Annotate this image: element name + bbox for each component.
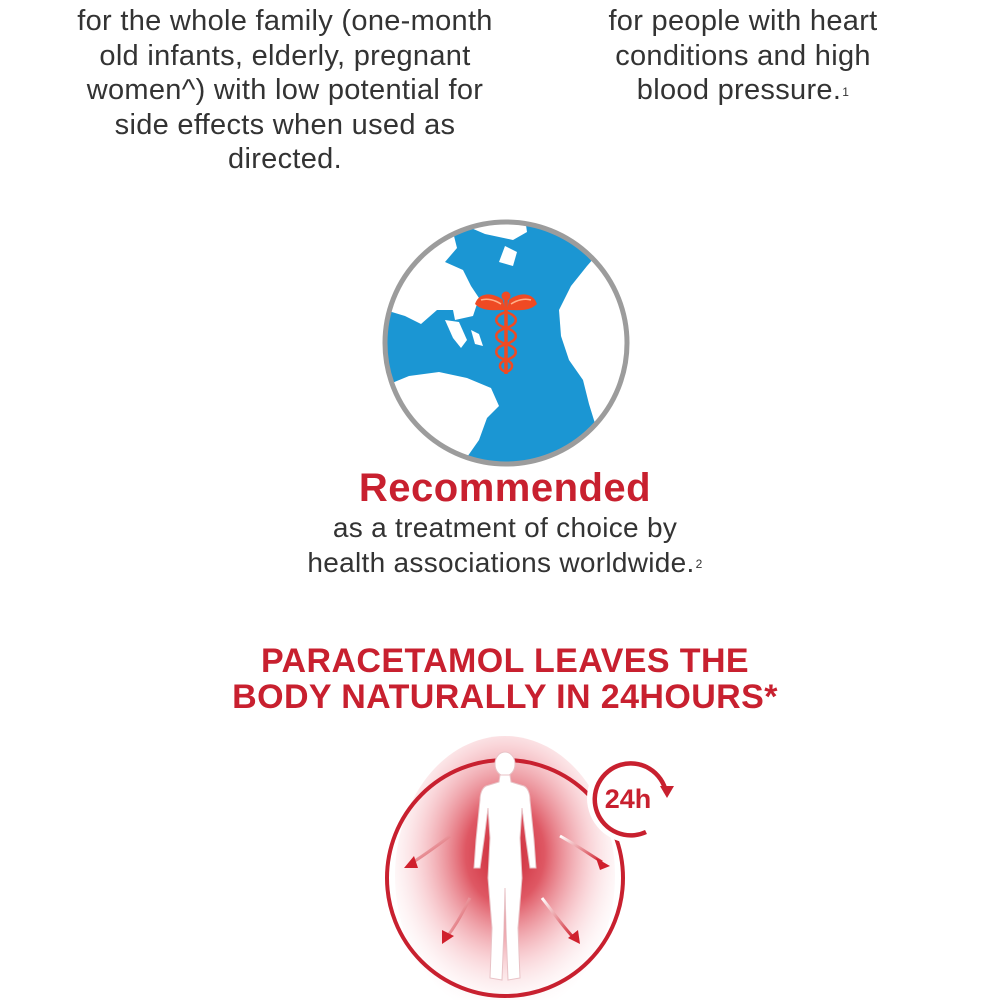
recommended-text bbox=[250, 510, 760, 580]
paracetamol-heading-line: PARACETAMOL LEAVES THE bbox=[261, 642, 749, 680]
clock-cycle-icon bbox=[587, 753, 677, 843]
family-text-line: women^) with low potential for bbox=[86, 74, 484, 106]
family-text-line: side effects when used as bbox=[114, 108, 456, 141]
body-illustration bbox=[370, 728, 690, 1000]
footnote-marker: 1 bbox=[842, 85, 850, 99]
recommended-text-line bbox=[250, 545, 760, 580]
recommended-text-line-copy: health associations worldwide. bbox=[307, 547, 695, 578]
heart-text-line: conditions and high bbox=[615, 39, 871, 72]
heart-conditions-text bbox=[548, 4, 938, 108]
family-safety-text bbox=[20, 4, 550, 177]
paracetamol-heading-line: BODY NATURALLY IN 24HOURS* bbox=[232, 678, 778, 716]
footnote-marker: 2 bbox=[695, 557, 703, 571]
family-text-line: old infants, elderly, pregnant bbox=[99, 39, 471, 72]
recommended-text-line: as a treatment of choice by bbox=[332, 512, 678, 543]
recommended-heading: Recommended bbox=[358, 466, 652, 510]
paracetamol-heading bbox=[150, 643, 860, 715]
badge-24h: 24h bbox=[604, 784, 652, 814]
heart-text-line bbox=[548, 73, 938, 108]
family-text-line: for the whole family (one-month bbox=[77, 5, 493, 37]
heart-text-line: for people with heart bbox=[608, 5, 878, 37]
globe-icon bbox=[375, 212, 637, 474]
family-text-line: directed. bbox=[228, 143, 342, 175]
heart-text-line-copy: blood pressure. bbox=[636, 74, 842, 106]
